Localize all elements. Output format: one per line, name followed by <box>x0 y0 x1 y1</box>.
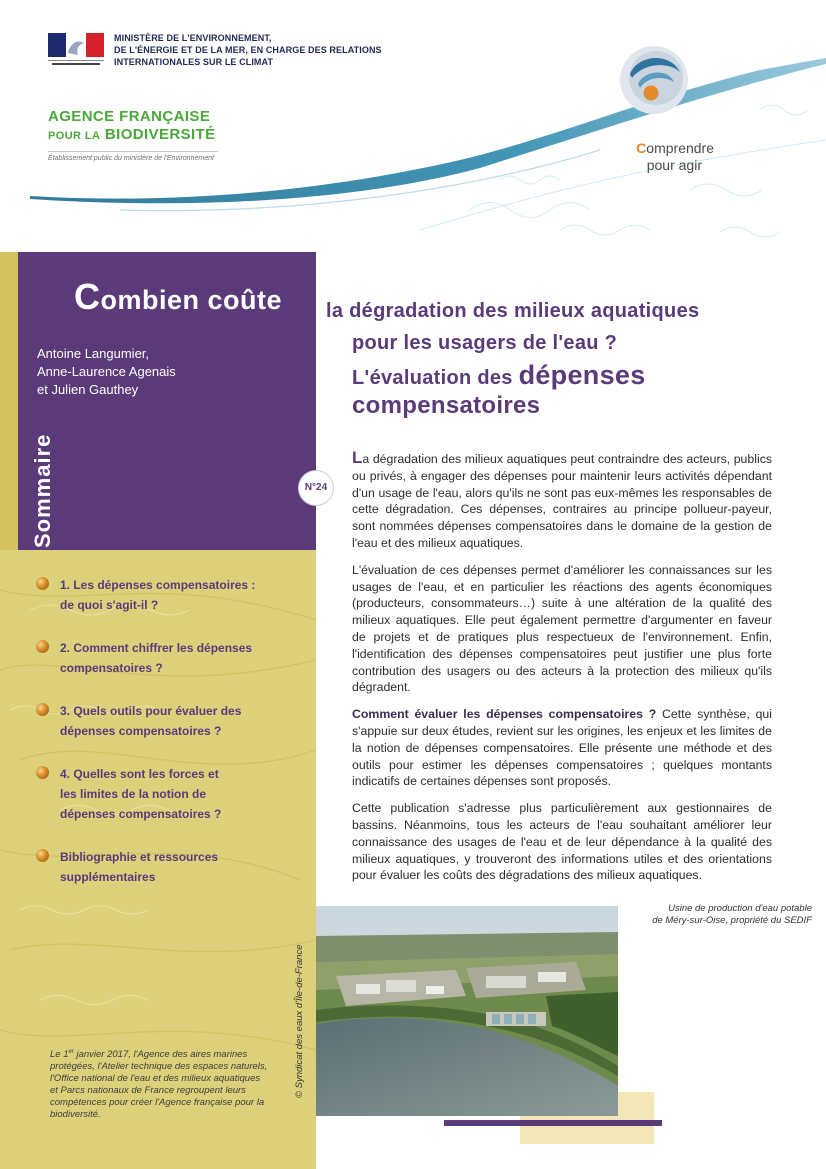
ministry-line: DE L'ÉNERGIE ET DE LA MER, EN CHARGE DES RELATIONS <box>114 45 382 55</box>
toc-item-line: 2. Comment chiffrer les dépenses <box>60 641 253 655</box>
toc-item-4[interactable] <box>36 764 306 824</box>
paragraph: Cette publication s'adresse plus particulièrement aux gestionnaires de bassins. Néanmoins, tous les acteurs de l'eau souhaitant améliorer leur connaissance des usages de l'eau et de leur dépendance à la qualité des milieux aquatiques, y trouveront des informations utiles et des orientations pour évaluer les coûts des dégradations des milieux aquatiques. <box>352 801 772 883</box>
title-initial: C <box>74 276 101 317</box>
olive-edge <box>0 252 18 550</box>
title-line3 <box>352 360 646 391</box>
note-text: janvier 2017, l'Agence des aires marines protégées, l'Atelier technique des espaces naturels, l'Office national de l'eau et des milieux aquatiques et Parcs nationaux de France regroupent leurs compétences pour créer l'Agence française pour la biodiversité. <box>50 1049 268 1121</box>
title-lead-rest: ombien coûte <box>100 285 283 315</box>
bullet-icon <box>36 703 49 716</box>
tagline <box>604 140 714 174</box>
agency-logo <box>48 108 218 162</box>
bullet-icon <box>36 577 49 590</box>
water-plant-aerial-photo <box>316 906 618 1116</box>
paragraph-lead: Comment évaluer les dépenses compensatoires ? <box>352 707 657 722</box>
tagline-line1: omprendre <box>646 140 714 156</box>
agency-line2 <box>48 126 218 145</box>
bullet-icon <box>36 766 49 779</box>
toc-item-1[interactable] <box>36 575 306 615</box>
agency-subtitle: Établissement public du ministère de l'Environnement <box>48 151 218 162</box>
paragraph-intro <box>352 450 772 552</box>
paragraph-text: Cette synthèse, qui s'appuie sur deux études, revient sur les origines, les enjeux et les limites de la notion de dépenses compensatoires. Elle présente une méthode et des outils pour estimer les dépenses compensatoires ; quelques montants indicatifs de certaines dépenses sont proposés. <box>352 707 772 789</box>
toc-item-line: de quoi s'agit-il ? <box>60 598 159 612</box>
author-line: Anne-Laurence Agenais <box>37 364 176 379</box>
agency-line2-small: POUR LA <box>48 130 101 142</box>
comprendre-pour-agir-badge-icon <box>618 44 690 116</box>
bullet-icon <box>36 640 49 653</box>
photo-caption <box>622 903 812 927</box>
tagline-initial: C <box>636 140 647 156</box>
title-line3-b: dépenses <box>518 360 646 390</box>
republique-francaise-logo <box>48 33 104 69</box>
toc-item-2[interactable] <box>36 638 306 678</box>
title-line1: la dégradation des milieux aquatiques <box>326 300 700 322</box>
photo-caption-line: de Méry-sur-Oise, propriété du SEDIF <box>652 915 812 926</box>
author-line: et Julien Gauthey <box>37 382 139 397</box>
photo-credit: © Syndicat des eaux d'Île-de-France <box>294 944 305 1098</box>
tagline-line2: pour agir <box>646 157 702 173</box>
page-header <box>0 0 826 250</box>
ministry-line: MINISTÈRE DE L'ENVIRONNEMENT, <box>114 33 272 43</box>
toc-item-line: 4. Quelles sont les forces et <box>60 767 219 781</box>
ministry-name <box>114 32 382 68</box>
agency-line2-big: BIODIVERSITÉ <box>104 126 216 143</box>
body-text <box>352 450 772 894</box>
toc-item-line: dépenses compensatoires ? <box>60 807 222 821</box>
toc-item-line: 3. Quels outils pour évaluer des <box>60 704 242 718</box>
title-lead <box>74 276 282 318</box>
title-line4: compensatoires <box>352 392 541 419</box>
toc-item-line: dépenses compensatoires ? <box>60 724 222 738</box>
title-line2: pour les usagers de l'eau ? <box>352 332 618 354</box>
author-line: Antoine Langumier, <box>37 346 150 361</box>
toc-item-3[interactable] <box>36 701 306 741</box>
toc-item-line: Bibliographie et ressources <box>60 850 219 864</box>
toc-item-bibliography[interactable] <box>36 847 306 887</box>
paragraph-text: a dégradation des milieux aquatiques peut contraindre des acteurs, publics ou privés, à engager des dépenses pour maintenir leurs activités dépendant d'un usage de l'eau, alors qu'ils ne sont pas eux-mêmes les responsables de cette dégradation. Ces dépenses, contraires au principe pollueur-payeur, sont nommées dépenses compensatoires dans le domaine de la gestion de l'eau et des milieux aquatiques. <box>352 452 772 550</box>
paragraph: L'évaluation de ces dépenses permet d'améliorer les connaissances sur les usages de l'eau, et en particulier les réactions des agents économiques (producteurs, consommateurs…) suite à une altération de la qualité des milieux aquatiques. Elle peut également permettre d'argumenter en faveur de projets et de pratiques plus respectueux de l'environnement. Enfin, l'identification des dépenses compensatoires peut justifier une plus forte contribution des usagers ou des acteurs à la protection des milieux qu'ils dégradent. <box>352 562 772 695</box>
photo-caption-line: Usine de production d'eau potable <box>668 903 812 914</box>
photo-decoration-bar <box>444 1120 662 1126</box>
agency-merger-note <box>50 1046 270 1121</box>
issue-number-badge: N°24 <box>298 470 334 506</box>
toc-item-line: les limites de la notion de <box>60 787 207 801</box>
sommaire-label: Sommaire <box>30 433 55 548</box>
title-line3-a: L'évaluation des <box>352 367 519 389</box>
bullet-icon <box>36 849 49 862</box>
agency-line1: AGENCE FRANÇAISE <box>48 108 211 125</box>
toc-item-line: 1. Les dépenses compensatoires : <box>60 578 256 592</box>
note-text: Le 1 <box>50 1049 69 1061</box>
paragraph <box>352 706 772 790</box>
ministry-line: INTERNATIONALES SUR LE CLIMAT <box>114 57 274 67</box>
toc-item-line: compensatoires ? <box>60 661 163 675</box>
note-superscript: er <box>68 1049 74 1055</box>
authors <box>37 345 176 399</box>
drop-cap: L <box>352 448 363 467</box>
toc-item-line: supplémentaires <box>60 870 156 884</box>
